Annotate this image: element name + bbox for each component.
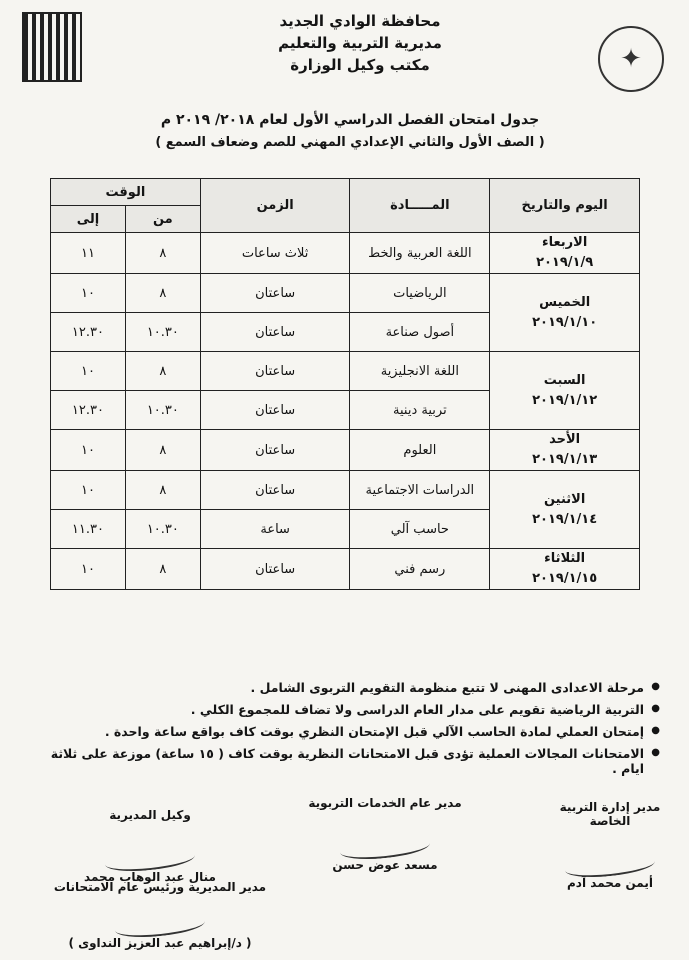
table-row [51,430,640,471]
from-cell: ٨ [125,471,200,510]
to-cell: ١١.٣٠ [51,510,126,549]
table-row [51,549,640,590]
to-cell: ١٢.٣٠ [51,313,126,352]
subject-cell: رسم فني [350,549,490,590]
from-cell: ٨ [125,274,200,313]
signature-title: مدير المديرية ورئيس عام الامتحانات [53,880,267,894]
signature-name: مسعد عوض حسن [332,858,438,872]
duration-cell: ساعتان [200,352,350,391]
duration-cell: ساعتان [200,274,350,313]
directorate-name: مديرية التربية والتعليم [278,34,442,52]
from-cell: ١٠.٣٠ [125,510,200,549]
day-cell: الثلاثاء ٢٠١٩/١/١٥ [490,549,640,590]
note-item: ● الامتحانات المجالات العملية تؤدى قبل الامتحانات النظرية بوقت كاف ( ١٥ ساعة) موزعة على ثلاثة ايام . [40,746,660,776]
subject-cell: اللغة الانجليزية [350,352,490,391]
governorate-logo [22,12,82,82]
signature-director [40,880,280,950]
to-cell: ١٠ [51,471,126,510]
duration-cell: ثلاث ساعات [200,233,350,274]
letterhead [210,10,510,76]
signature-name: منال عبد الوهاب محمد [84,870,216,884]
governorate-name: محافظة الوادي الجديد [279,12,441,30]
to-cell: ١٠ [51,352,126,391]
page-subtitle: ( الصف الأول والثاني الإعدادي المهني للصم وضعاف السمع ) [155,135,545,150]
header-subject: المـــــادة [350,179,490,233]
duration-cell: ساعة [200,510,350,549]
signature-name: ( د/إبراهيم عبد العزيز النداوى ) [68,936,252,950]
header-to: إلى [51,206,126,233]
exam-schedule-table [50,178,640,590]
from-cell: ٨ [125,233,200,274]
to-cell: ١٠ [51,274,126,313]
subject-cell: العلوم [350,430,490,471]
signature-special-ed [540,800,680,890]
office-name: مكتب وكيل الوزارة [290,56,430,74]
table-row [51,274,640,313]
to-cell: ١١ [51,233,126,274]
signature-deputy [70,808,230,884]
header-from: من [125,206,200,233]
subject-cell: الدراسات الاجتماعية [350,471,490,510]
note-item: ● مرحلة الاعدادى المهنى لا تتبع منظومة التقويم التربوى الشامل . [40,680,660,695]
note-item: ● التربية الرياضية تقويم على مدار العام الدراسى ولا تضاف للمجموع الكلي . [40,702,660,717]
from-cell: ١٠.٣٠ [125,391,200,430]
header-time: الوقت [51,179,201,206]
signature-title: مدير عام الخدمات التربوية [308,796,462,810]
to-cell: ١٠ [51,549,126,590]
note-item: ● إمتحان العملي لمادة الحاسب الآلي قبل الإمتحان النظري بوقت كاف بواقع ساعة واحدة . [40,724,660,739]
notes-list [40,680,660,783]
signature-name: أيمن محمد آدم [567,876,653,890]
from-cell: ٨ [125,352,200,391]
header-day: اليوم والتاريخ [490,179,640,233]
from-cell: ٨ [125,549,200,590]
subject-cell: تربية دينية [350,391,490,430]
day-cell: الاثنين ٢٠١٩/١/١٤ [490,471,640,549]
signature-title: وكيل المديرية [109,808,191,822]
table-row [51,471,640,510]
header-duration: الزمن [200,179,350,233]
page-title: جدول امتحان الفصل الدراسي الأول لعام ٢٠١٨/ ٢٠١٩ م [160,112,540,128]
day-cell: الخميس ٢٠١٩/١/١٠ [490,274,640,352]
signature-services [300,796,470,872]
to-cell: ١٠ [51,430,126,471]
subject-cell: أصول صناعة [350,313,490,352]
day-cell: الاربعاء ٢٠١٩/١/٩ [490,233,640,274]
day-cell: الأحد ٢٠١٩/١/١٣ [490,430,640,471]
duration-cell: ساعتان [200,471,350,510]
from-cell: ٨ [125,430,200,471]
table-row [51,352,640,391]
duration-cell: ساعتان [200,430,350,471]
duration-cell: ساعتان [200,313,350,352]
table-row [51,233,640,274]
to-cell: ١٢.٣٠ [51,391,126,430]
subject-cell: اللغة العربية والخط [350,233,490,274]
from-cell: ١٠.٣٠ [125,313,200,352]
duration-cell: ساعتان [200,391,350,430]
subject-cell: الرياضيات [350,274,490,313]
duration-cell: ساعتان [200,549,350,590]
subject-cell: حاسب آلي [350,510,490,549]
signature-title: مدير إدارة التربية الخاصة [559,800,661,828]
ministry-logo: ✦ [598,26,664,92]
day-cell: السبت ٢٠١٩/١/١٢ [490,352,640,430]
